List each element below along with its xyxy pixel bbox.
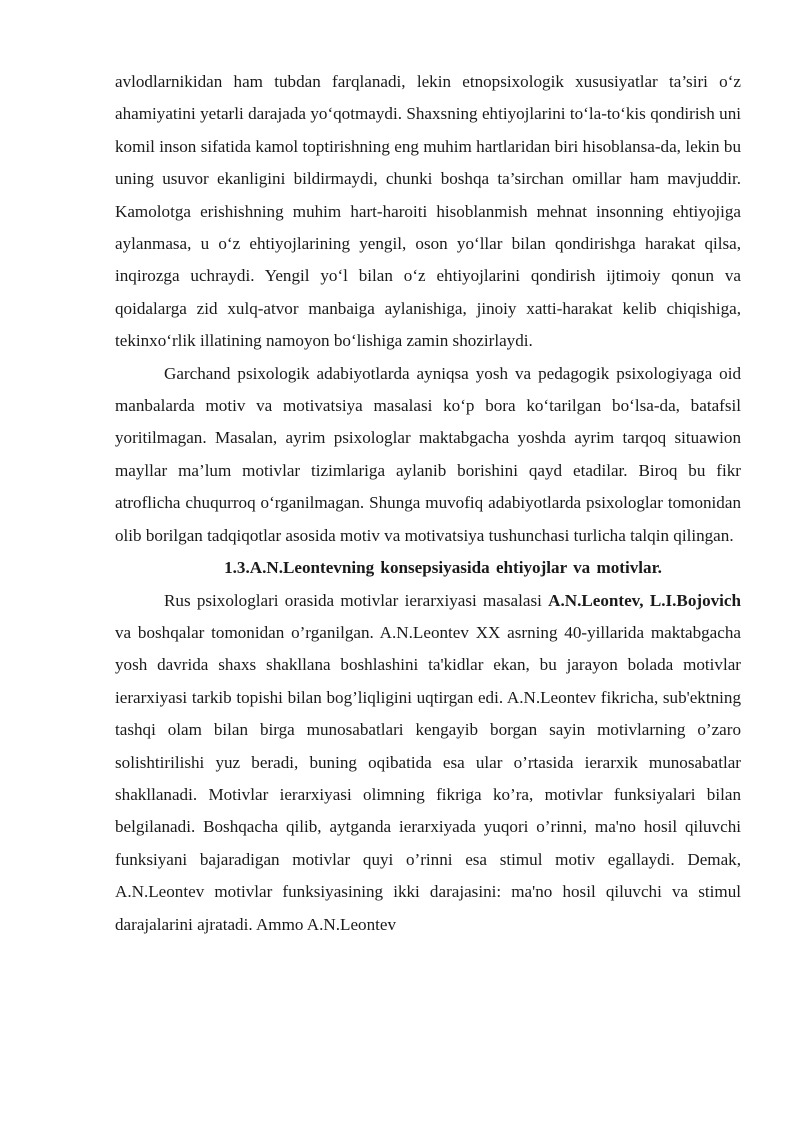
- document-page: [115, 66, 741, 941]
- section-heading: 1.3.A.N.Leontevning konsepsiyasida ehtiyojlar va motivlar.: [224, 558, 662, 578]
- paragraph-1: avlodlarnikidan ham tubdan farqlanadi, lekin etnopsixologik xususiyatlar ta’siri o‘z ahamiyatini yetarli darajada yo‘qotmaydi. Shaxsning ehtiyojlarini to‘la-to‘kis qondirish uni komil inson sifatida kamol toptirishning eng muhim hartlaridan biri hisoblansa-da, lekin bu uning usuvor ekanligini bildirmaydi, chunki boshqa ta’sirchan omillar ham mavjuddir. Kamolotga erishishning muhim hart-haroiti hisoblanmish mehnat insonning ehtiyojiga aylanmasa, u o‘z ehtiyojlarining yengil, oson yo‘llar bilan qondirishga harakat qilsa, inqirozga uchraydi. Yengil yo‘l bilan o‘z ehtiyojlarini qondirish ijtimoiy qonun va qoidalarga zid xulq-atvor manbaiga aylanishiga, jinoiy xatti-harakat kelib chiqishiga, tekinxo‘rlik illatining namoyon bo‘lishiga zamin shozirlaydi.: [115, 72, 741, 351]
- paragraph-3-authors: A.N.Leontev, L.I.Bojovich: [548, 590, 741, 610]
- paragraph-3-start: Rus psixologlari orasida motivlar ierarxiyasi masalasi: [164, 590, 549, 610]
- paragraph-2: Garchand psixologik adabiyotlarda ayniqsa yosh va pedagogik psixologiyaga oid manbalarda motiv va motivatsiya masalasi ko‘p bora ko‘tarilgan bo‘lsa-da, batafsil yoritilmagan. Masalan, ayrim psixologlar maktabgacha yoshda ayrim tarqoq situawion mayllar ma’lum motivlar tizimlariga aylanib borishini qayd etadilar. Biroq bu fikr atroflicha chuqurroq o‘rganilmagan. Shunga muvofiq adabiyotlarda psixologlar tomonidan olib borilgan tadqiqotlar asosida motiv va motivatsiya tushunchasi turlicha talqin qilingan.: [115, 363, 741, 545]
- paragraph-3: [115, 585, 741, 941]
- paragraph-3-rest: va boshqalar tomonidan o’rganilgan. A.N.Leontev XX asrning 40-yillarida maktabgacha yosh davrida shaxs shakllana boshlashini ta'kidlar ekan, bu jarayon bolada motivlar ierarxiyasi tarkib topishi bilan bog’liqligini uqtirgan edi. A.N.Leontev fikricha, sub'ektning tashqi olam bilan birga munosabatlari kengayib borgan sayin motivlarning o’zaro solishtirilishi yuz beradi, buning oqibatida esa ular o’rtasida ierarxik munosabatlar shakllanadi. Motivlar ierarxiyasi olimning fikriga ko’ra, motivlar funksiyalari bilan belgilanadi. Boshqacha qilib, aytganda ierarxiyada yuqori o’rinni, ma'no hosil qiluvchi funksiyani bajaradigan motivlar quyi o’rinni esa stimul motiv egallaydi. Demak, A.N.Leontev motivlar funksiyasining ikki darajasini: ma'no hosil qiluvchi va stimul darajalarini ajratadi. Ammo A.N.Leontev: [115, 622, 741, 934]
